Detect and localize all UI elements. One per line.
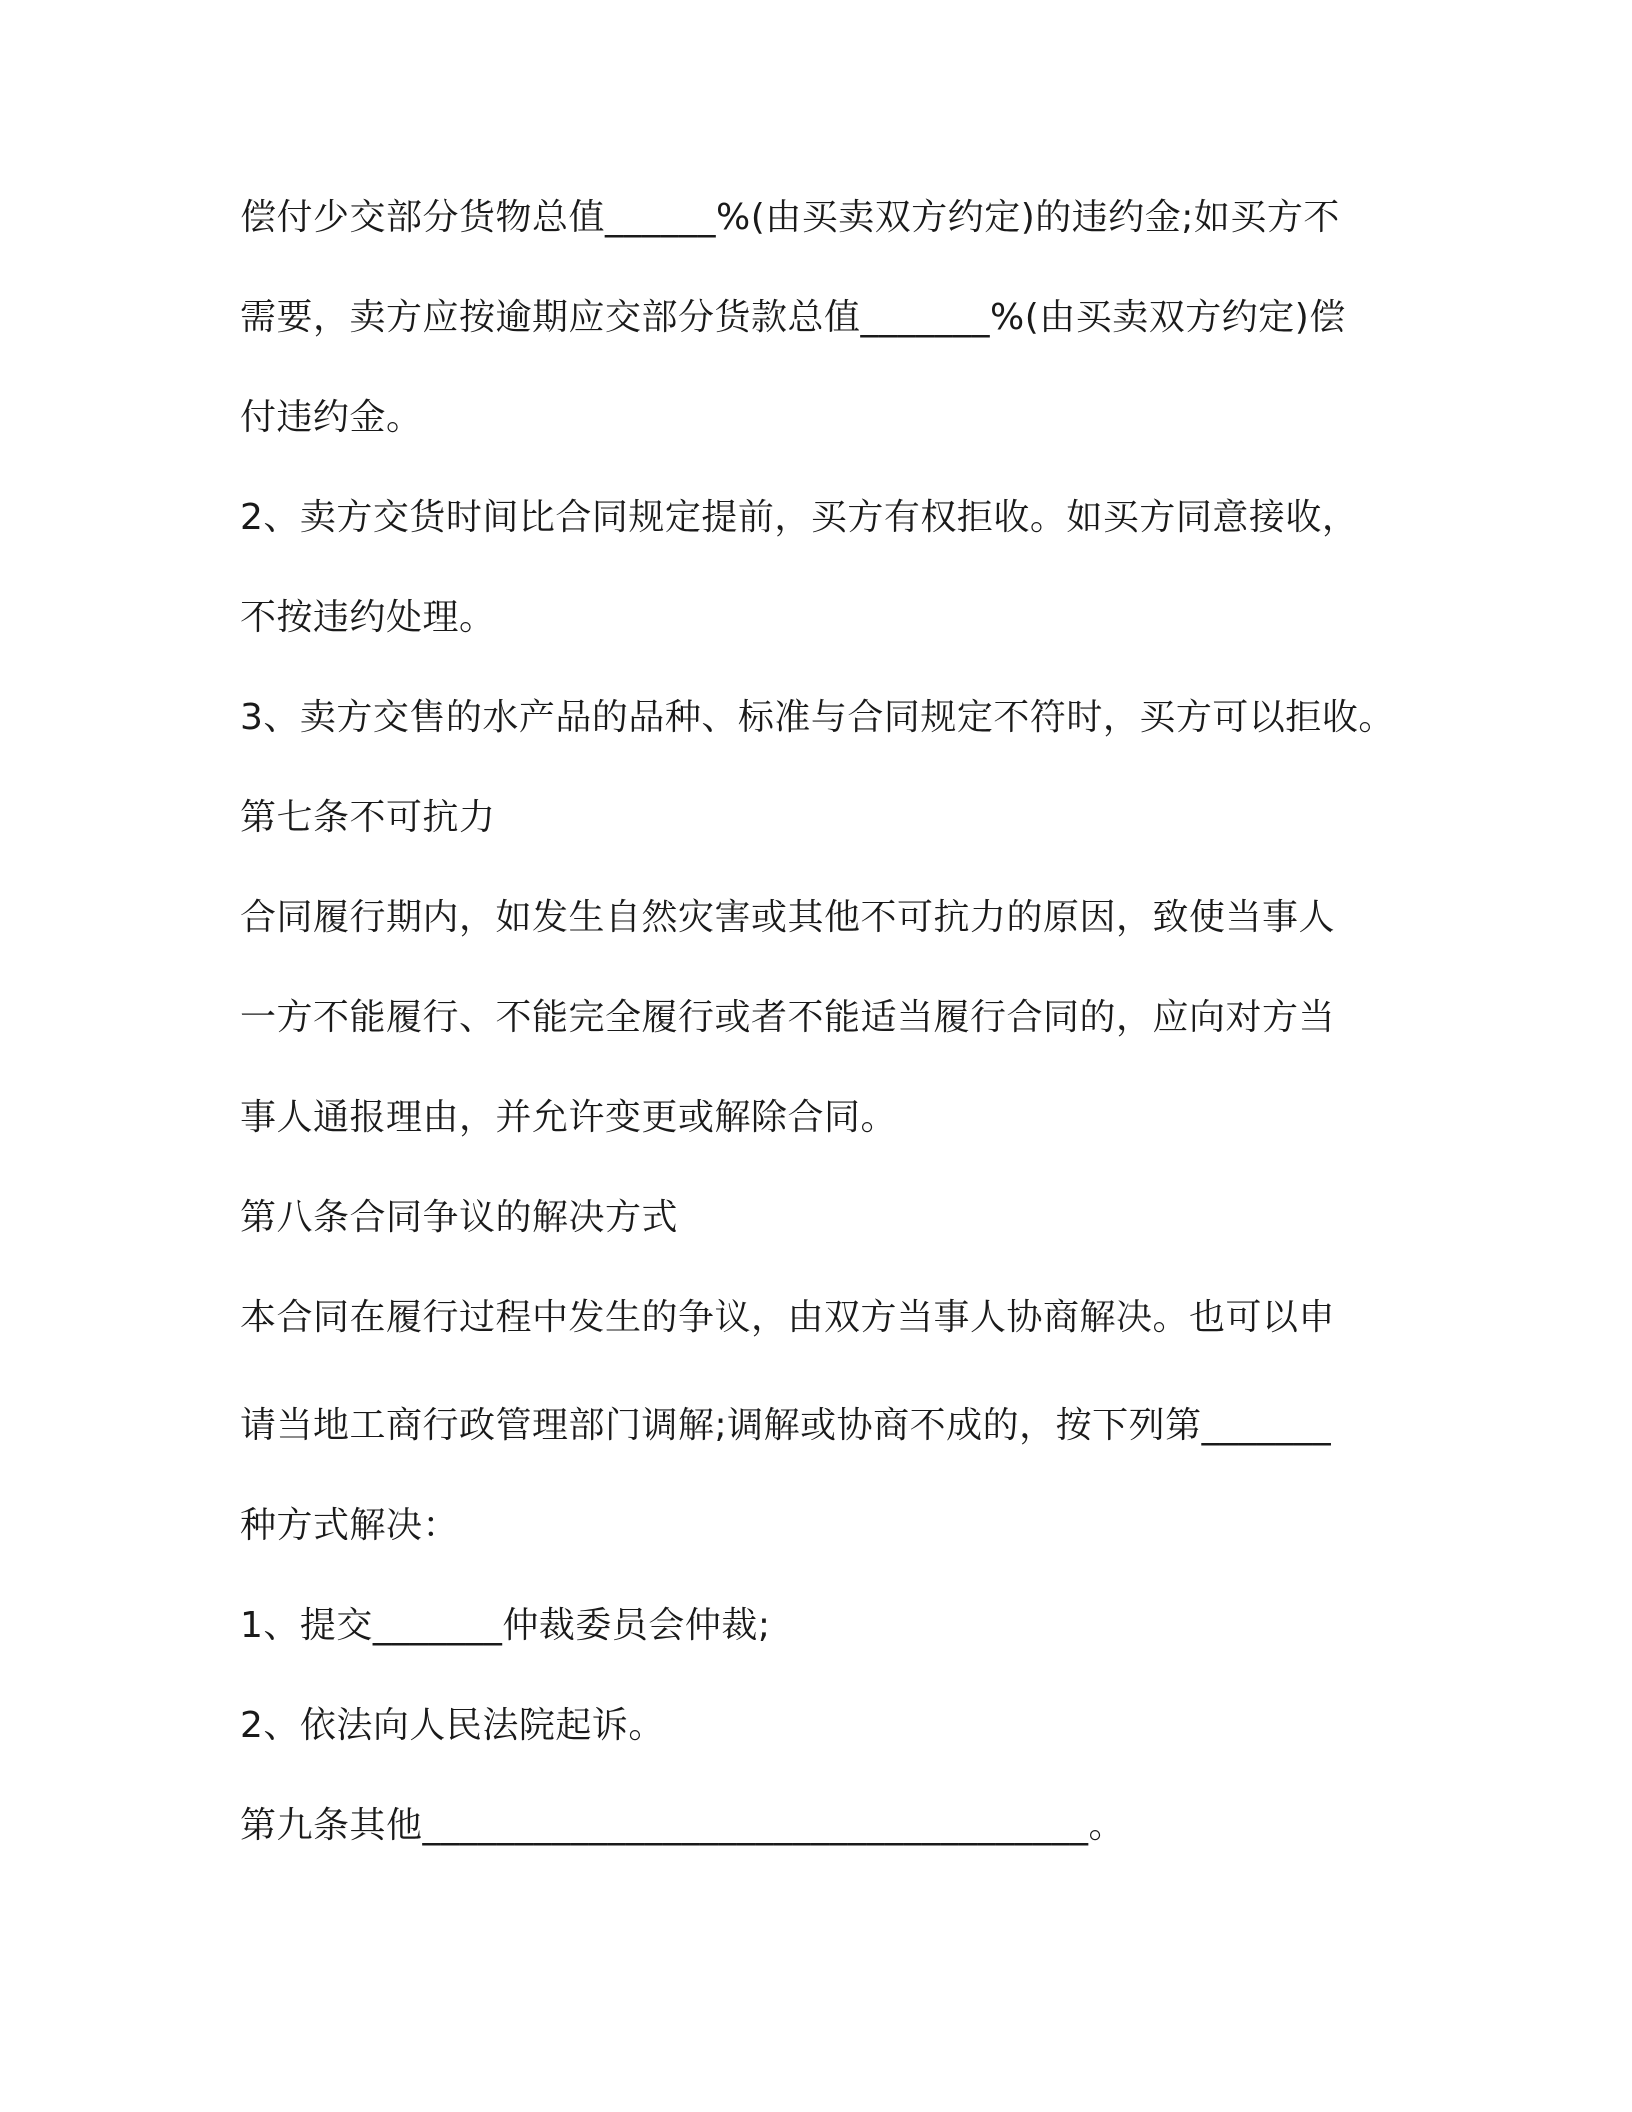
article-heading: 第九条其他____________________________________。 <box>240 1805 1126 1846</box>
article-heading: 第八条合同争议的解决方式 <box>240 1197 679 1238</box>
clause-item: 1、提交_______仲裁委员会仲裁; <box>240 1605 771 1646</box>
body-text-line: 一方不能履行、不能完全履行或者不能适当履行合同的，应向对方当 <box>240 997 1336 1038</box>
article-heading: 第七条不可抗力 <box>240 797 496 838</box>
body-text-line: 事人通报理由，并允许变更或解除合同。 <box>240 1097 898 1138</box>
body-text-line: 不按违约处理。 <box>240 597 496 638</box>
body-text-line: 种方式解决： <box>240 1505 460 1546</box>
body-text-line: 本合同在履行过程中发生的争议，由双方当事人协商解决。也可以申 <box>240 1297 1336 1338</box>
body-text-line: 付违约金。 <box>240 397 423 438</box>
body-text-line: 需要，卖方应按逾期应交部分货款总值_______%(由买卖双方约定)偿 <box>240 297 1346 338</box>
body-text-line: 合同履行期内，如发生自然灾害或其他不可抗力的原因，致使当事人 <box>240 897 1336 938</box>
clause-item: 2、依法向人民法院起诉。 <box>240 1705 665 1746</box>
clause-item: 3、卖方交售的水产品的品种、标准与合同规定不符时，买方可以拒收。 <box>240 697 1395 738</box>
body-text-line: 偿付少交部分货物总值______%(由买卖双方约定)的违约金;如买方不 <box>240 197 1340 238</box>
clause-item: 2、卖方交货时间比合同规定提前，买方有权拒收。如买方同意接收， <box>240 497 1359 538</box>
body-text-line: 请当地工商行政管理部门调解;调解或协商不成的，按下列第_______ <box>240 1405 1332 1446</box>
